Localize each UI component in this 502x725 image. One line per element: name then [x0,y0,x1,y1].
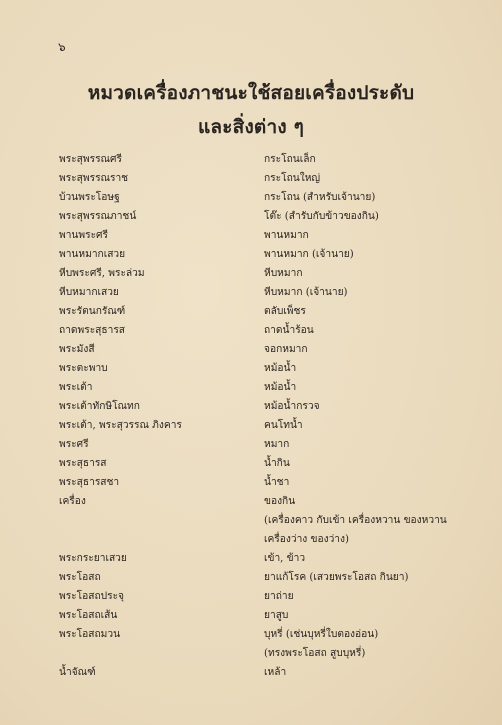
term-meaning [264,207,479,226]
royal-term: พระตะพาบ [59,363,108,374]
meaning-line: (ทรงพระโอสถ สูบบุหรี่) [264,648,366,659]
meaning-line: เข้า, ข้าว [264,553,306,564]
royal-term: พระโอสถประจุ [59,591,125,602]
term-meaning [264,416,479,435]
vocabulary-row [59,416,479,435]
vocabulary-row [59,492,479,549]
vocabulary-row [59,321,479,340]
royal-term: หีบหมากเสวย [59,287,119,298]
meaning-line: พานหมาก (เจ้านาย) [264,249,354,260]
term-meaning [264,340,479,359]
vocabulary-row [59,663,479,682]
meaning-line: ยาสูบ [264,610,289,621]
vocabulary-row [59,397,479,416]
term-meaning [264,606,479,625]
vocabulary-row [59,302,479,321]
term-meaning [264,226,479,245]
royal-term: พระศรี [59,439,89,450]
meaning-line: หม้อน้ำ [264,382,297,393]
vocabulary-row [59,454,479,473]
meaning-line: กระโถนใหญ่ [264,173,321,184]
term-meaning [264,435,479,454]
royal-term: พระโอสถ [59,572,101,583]
royal-term: พระสุธารสชา [59,477,120,488]
vocabulary-row [59,359,479,378]
meaning-line: โต๊ะ (สำรับกับข้าวของกิน) [264,211,379,222]
vocabulary-row [59,226,479,245]
page-title-line-1: หมวดเครื่องภาชนะใช้สอยเครื่องประดับ [87,82,415,104]
royal-term: พระโอสถมวน [59,629,121,640]
term-meaning [264,454,479,473]
royal-term: พระมังสี [59,344,95,355]
royal-term: พระสุพรรณราช [59,173,129,184]
term-meaning [264,587,479,606]
vocabulary-row [59,378,479,397]
term-meaning [264,397,479,416]
term-meaning [264,245,479,264]
term-meaning [264,302,479,321]
meaning-line: คนโทน้ำ [264,420,303,431]
meaning-line: จอกหมาก [264,344,308,355]
royal-term: พระสุธารส [59,458,107,469]
term-meaning [264,473,479,492]
meaning-line: ถาดน้ำร้อน [264,325,314,336]
royal-term: บ้วนพระโอษฐ [59,192,120,203]
vocabulary-row [59,188,479,207]
term-meaning [264,264,479,283]
vocabulary-row [59,169,479,188]
royal-term: พระเต้า, พระสุวรรณ ภิงคาร [59,420,182,431]
meaning-line: กระโถน (สำหรับเจ้านาย) [264,192,376,203]
meaning-line: หม้อน้ำ [264,363,297,374]
meaning-line: เหล้า [264,667,287,678]
page-number: ๖ [58,40,66,54]
page-title-line-2: และสิ่งต่าง ๆ [197,116,305,138]
meaning-line: หม้อน้ำกรวจ [264,401,320,412]
royal-term: พระเต้าทักษิโณทก [59,401,140,412]
meaning-line: เครื่องว่าง ของว่าง) [264,534,349,545]
vocabulary-row [59,435,479,454]
royal-term: พระสุพรรณศรี [59,154,122,165]
vocabulary-row [59,568,479,587]
vocabulary-row [59,340,479,359]
meaning-line: พานหมาก [264,230,309,241]
meaning-line: ยาถ่าย [264,591,294,602]
vocabulary-row [59,587,479,606]
meaning-line: น้ำชา [264,477,290,488]
vocabulary-row [59,625,479,663]
meaning-line: ยาแก้โรค (เสวยพระโอสถ กินยา) [264,572,409,583]
vocabulary-row [59,473,479,492]
royal-term: พระโอสถเส้น [59,610,118,621]
term-meaning [264,321,479,340]
term-meaning [264,359,479,378]
royal-term: พระรัตนกรัณฑ์ [59,306,126,317]
royal-term: พระกระยาเสวย [59,553,127,564]
royal-term: น้ำจัณฑ์ [59,667,96,678]
royal-term: พระเต้า [59,382,93,393]
royal-term: หีบพระศรี, พระล่วม [59,268,145,279]
term-meaning [264,283,479,302]
meaning-line: บุหรี่ (เช่นบุหรี่ใบตองอ่อน) [264,629,379,640]
vocabulary-row [59,606,479,625]
vocabulary-list [59,150,479,682]
royal-term: ถาดพระสุธารส [59,325,126,336]
term-meaning [264,150,479,169]
term-meaning [264,663,479,682]
term-meaning [264,492,479,549]
vocabulary-row [59,150,479,169]
term-meaning [264,378,479,397]
meaning-line: กระโถนเล็ก [264,154,316,165]
royal-term: พระสุพรรณภาชน์ [59,211,137,222]
meaning-line: หีบหมาก (เจ้านาย) [264,287,348,298]
term-meaning [264,568,479,587]
royal-term: พานพระศรี [59,230,108,241]
meaning-line: ตลับเพ็ชร [264,306,306,317]
term-meaning [264,549,479,568]
term-meaning [264,169,479,188]
royal-term: พานหมากเสวย [59,249,126,260]
term-meaning [264,625,479,663]
meaning-line: หมาก [264,439,290,450]
royal-term: เครื่อง [59,496,86,507]
meaning-line: (เครื่องคาว กับเข้า เครื่องหวาน ของหวาน [264,515,447,526]
vocabulary-row [59,245,479,264]
vocabulary-row [59,264,479,283]
vocabulary-row [59,283,479,302]
vocabulary-row [59,207,479,226]
term-meaning [264,188,479,207]
vocabulary-row [59,549,479,568]
meaning-line: ของกิน [264,496,296,507]
meaning-line: หีบหมาก [264,268,303,279]
meaning-line: น้ำกิน [264,458,290,469]
